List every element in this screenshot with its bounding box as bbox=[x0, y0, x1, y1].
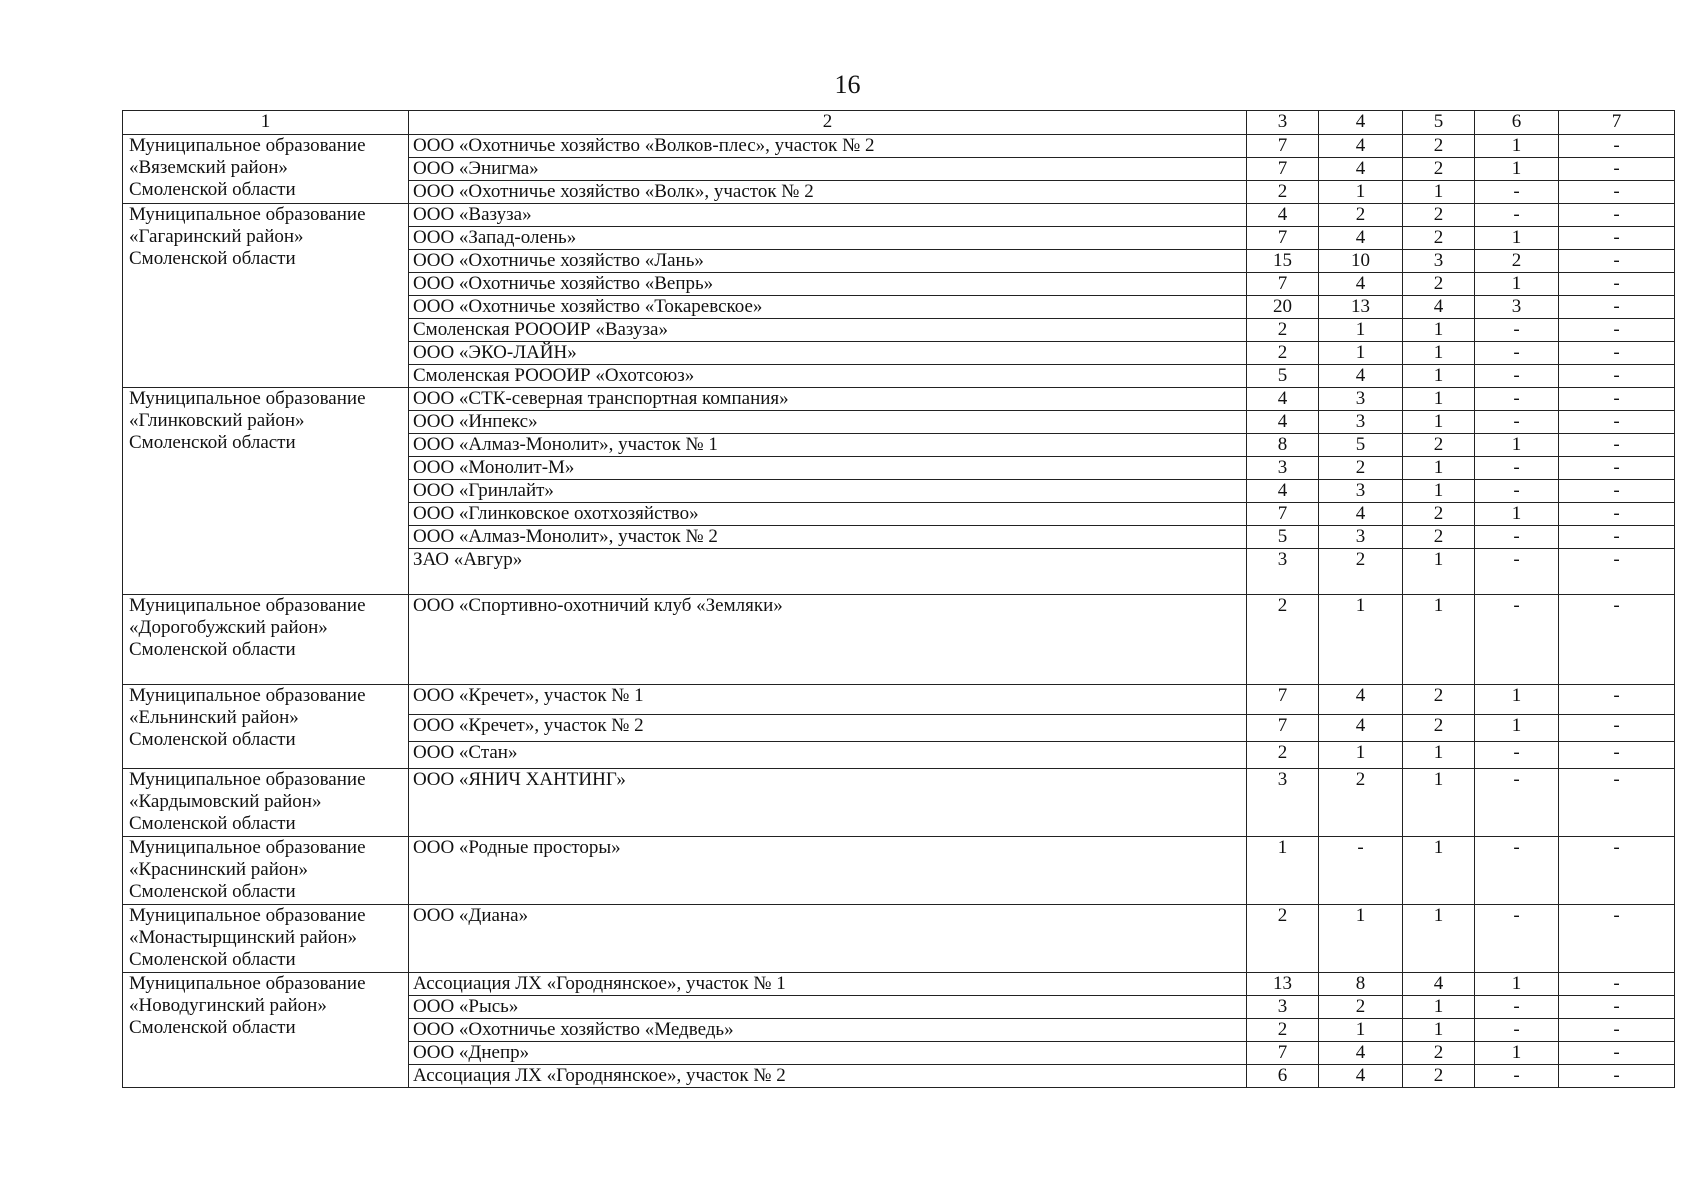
value-col-6: - bbox=[1475, 595, 1559, 685]
value-col-6: - bbox=[1475, 742, 1559, 769]
table-row bbox=[123, 973, 1675, 996]
value-col-7: - bbox=[1559, 595, 1675, 685]
organization-name: ООО «Алмаз-Монолит», участок № 2 bbox=[409, 526, 1247, 549]
municipality-line: «Новодугинский район» bbox=[129, 995, 327, 1016]
municipality-line: «Ельнинский район» bbox=[129, 707, 299, 728]
value-col-4: 1 bbox=[1319, 905, 1403, 973]
organization-name: ООО «Охотничье хозяйство «Лань» bbox=[409, 250, 1247, 273]
value-col-7: - bbox=[1559, 1065, 1675, 1088]
municipality-cell bbox=[123, 905, 409, 973]
value-col-3: 2 bbox=[1247, 1019, 1319, 1042]
value-col-5: 1 bbox=[1403, 480, 1475, 503]
table-row bbox=[123, 595, 1675, 685]
value-col-6: 1 bbox=[1475, 685, 1559, 715]
value-col-4: 3 bbox=[1319, 526, 1403, 549]
organization-name: Смоленская РОООИР «Вазуза» bbox=[409, 319, 1247, 342]
value-col-5: 2 bbox=[1403, 715, 1475, 742]
municipality-line: «Кардымовский район» bbox=[129, 791, 322, 812]
value-col-6: - bbox=[1475, 526, 1559, 549]
value-col-5: 2 bbox=[1403, 273, 1475, 296]
value-col-7: - bbox=[1559, 342, 1675, 365]
value-col-6: 1 bbox=[1475, 715, 1559, 742]
value-col-3: 3 bbox=[1247, 769, 1319, 837]
value-col-3: 4 bbox=[1247, 204, 1319, 227]
value-col-5: 1 bbox=[1403, 742, 1475, 769]
value-col-3: 13 bbox=[1247, 973, 1319, 996]
value-col-4: 4 bbox=[1319, 158, 1403, 181]
value-col-3: 7 bbox=[1247, 503, 1319, 526]
municipality-line: Муниципальное образование bbox=[129, 204, 366, 225]
value-col-6: 1 bbox=[1475, 158, 1559, 181]
value-col-4: 4 bbox=[1319, 365, 1403, 388]
table-row bbox=[123, 769, 1675, 837]
organization-name: Ассоциация ЛХ «Городнянское», участок № 1 bbox=[409, 973, 1247, 996]
value-col-7: - bbox=[1559, 526, 1675, 549]
organization-name: ООО «Алмаз-Монолит», участок № 1 bbox=[409, 434, 1247, 457]
municipality-cell bbox=[123, 135, 409, 204]
column-number-6: 6 bbox=[1475, 111, 1559, 135]
organization-name: ООО «ЯНИЧ ХАНТИНГ» bbox=[409, 769, 1247, 837]
value-col-3: 2 bbox=[1247, 319, 1319, 342]
column-number-3: 3 bbox=[1247, 111, 1319, 135]
organization-name: Смоленская РОООИР «Охотсоюз» bbox=[409, 365, 1247, 388]
value-col-7: - bbox=[1559, 158, 1675, 181]
value-col-6: 3 bbox=[1475, 296, 1559, 319]
value-col-5: 1 bbox=[1403, 411, 1475, 434]
value-col-5: 2 bbox=[1403, 685, 1475, 715]
organization-name: ООО «Кречет», участок № 2 bbox=[409, 715, 1247, 742]
value-col-5: 3 bbox=[1403, 250, 1475, 273]
value-col-7: - bbox=[1559, 769, 1675, 837]
column-number-2: 2 bbox=[409, 111, 1247, 135]
municipality-line: «Гагаринский район» bbox=[129, 226, 304, 247]
organization-name: ООО «Диана» bbox=[409, 905, 1247, 973]
value-col-3: 20 bbox=[1247, 296, 1319, 319]
table-row bbox=[123, 905, 1675, 973]
column-number-5: 5 bbox=[1403, 111, 1475, 135]
value-col-4: 4 bbox=[1319, 503, 1403, 526]
column-number-4: 4 bbox=[1319, 111, 1403, 135]
value-col-7: - bbox=[1559, 227, 1675, 250]
value-col-5: 1 bbox=[1403, 457, 1475, 480]
value-col-5: 1 bbox=[1403, 769, 1475, 837]
municipality-cell bbox=[123, 837, 409, 905]
value-col-5: 2 bbox=[1403, 434, 1475, 457]
value-col-5: 1 bbox=[1403, 905, 1475, 973]
municipality-cell bbox=[123, 685, 409, 769]
municipality-cell bbox=[123, 204, 409, 388]
municipality-line: Муниципальное образование bbox=[129, 905, 366, 926]
organization-name: ЗАО «Авгур» bbox=[409, 549, 1247, 595]
value-col-7: - bbox=[1559, 549, 1675, 595]
value-col-4: 4 bbox=[1319, 273, 1403, 296]
value-col-6: 2 bbox=[1475, 250, 1559, 273]
value-col-5: 4 bbox=[1403, 973, 1475, 996]
value-col-7: - bbox=[1559, 1019, 1675, 1042]
value-col-6: - bbox=[1475, 388, 1559, 411]
value-col-5: 1 bbox=[1403, 181, 1475, 204]
value-col-5: 1 bbox=[1403, 996, 1475, 1019]
municipality-cell bbox=[123, 388, 409, 595]
value-col-3: 4 bbox=[1247, 388, 1319, 411]
value-col-3: 4 bbox=[1247, 480, 1319, 503]
value-col-4: 2 bbox=[1319, 549, 1403, 595]
value-col-3: 2 bbox=[1247, 742, 1319, 769]
value-col-3: 7 bbox=[1247, 227, 1319, 250]
value-col-5: 1 bbox=[1403, 549, 1475, 595]
value-col-5: 2 bbox=[1403, 158, 1475, 181]
value-col-3: 7 bbox=[1247, 158, 1319, 181]
value-col-3: 2 bbox=[1247, 181, 1319, 204]
value-col-7: - bbox=[1559, 837, 1675, 905]
value-col-4: 4 bbox=[1319, 135, 1403, 158]
value-col-6: - bbox=[1475, 769, 1559, 837]
value-col-3: 4 bbox=[1247, 411, 1319, 434]
value-col-7: - bbox=[1559, 365, 1675, 388]
hunting-quota-table bbox=[122, 110, 1675, 1088]
value-col-5: 2 bbox=[1403, 204, 1475, 227]
organization-name: ООО «Охотничье хозяйство «Токаревское» bbox=[409, 296, 1247, 319]
value-col-5: 4 bbox=[1403, 296, 1475, 319]
value-col-4: 4 bbox=[1319, 1042, 1403, 1065]
organization-name: ООО «Вазуза» bbox=[409, 204, 1247, 227]
value-col-7: - bbox=[1559, 273, 1675, 296]
municipality-line: Смоленской области bbox=[129, 179, 296, 200]
value-col-5: 1 bbox=[1403, 342, 1475, 365]
value-col-7: - bbox=[1559, 1042, 1675, 1065]
organization-name: ООО «Днепр» bbox=[409, 1042, 1247, 1065]
value-col-6: - bbox=[1475, 996, 1559, 1019]
municipality-line: «Дорогобужский район» bbox=[129, 617, 328, 638]
value-col-7: - bbox=[1559, 685, 1675, 715]
value-col-5: 2 bbox=[1403, 526, 1475, 549]
value-col-6: 1 bbox=[1475, 1042, 1559, 1065]
value-col-6: - bbox=[1475, 1065, 1559, 1088]
page-number: 16 bbox=[834, 70, 861, 99]
value-col-4: 3 bbox=[1319, 388, 1403, 411]
value-col-5: 1 bbox=[1403, 365, 1475, 388]
value-col-3: 6 bbox=[1247, 1065, 1319, 1088]
value-col-4: 1 bbox=[1319, 595, 1403, 685]
municipality-line: Муниципальное образование bbox=[129, 837, 366, 858]
value-col-6: - bbox=[1475, 905, 1559, 973]
municipality-line: Смоленской области bbox=[129, 813, 296, 834]
value-col-7: - bbox=[1559, 480, 1675, 503]
organization-name: ООО «Инпекс» bbox=[409, 411, 1247, 434]
table-row bbox=[123, 837, 1675, 905]
value-col-3: 2 bbox=[1247, 342, 1319, 365]
value-col-7: - bbox=[1559, 296, 1675, 319]
value-col-4: 3 bbox=[1319, 480, 1403, 503]
value-col-7: - bbox=[1559, 434, 1675, 457]
municipality-line: Смоленской области bbox=[129, 729, 296, 750]
organization-name: ООО «Монолит-М» bbox=[409, 457, 1247, 480]
value-col-3: 3 bbox=[1247, 457, 1319, 480]
value-col-6: 1 bbox=[1475, 135, 1559, 158]
value-col-7: - bbox=[1559, 996, 1675, 1019]
value-col-4: 4 bbox=[1319, 715, 1403, 742]
value-col-6: - bbox=[1475, 365, 1559, 388]
organization-name: ООО «Охотничье хозяйство «Вепрь» bbox=[409, 273, 1247, 296]
value-col-7: - bbox=[1559, 204, 1675, 227]
column-number-7: 7 bbox=[1559, 111, 1675, 135]
value-col-7: - bbox=[1559, 905, 1675, 973]
municipality-line: «Монастырщинский район» bbox=[129, 927, 358, 948]
table-row bbox=[123, 135, 1675, 158]
value-col-3: 7 bbox=[1247, 1042, 1319, 1065]
organization-name: ООО «Энигма» bbox=[409, 158, 1247, 181]
municipality-line: Муниципальное образование bbox=[129, 973, 366, 994]
value-col-6: 1 bbox=[1475, 973, 1559, 996]
value-col-4: 8 bbox=[1319, 973, 1403, 996]
organization-name: ООО «Кречет», участок № 1 bbox=[409, 685, 1247, 715]
municipality-line: Смоленской области bbox=[129, 248, 296, 269]
organization-name: ООО «Запад-олень» bbox=[409, 227, 1247, 250]
value-col-6: 1 bbox=[1475, 227, 1559, 250]
value-col-3: 3 bbox=[1247, 996, 1319, 1019]
value-col-3: 1 bbox=[1247, 837, 1319, 905]
value-col-3: 8 bbox=[1247, 434, 1319, 457]
organization-name: ООО «СТК-северная транспортная компания» bbox=[409, 388, 1247, 411]
municipality-line: Муниципальное образование bbox=[129, 135, 366, 156]
value-col-4: 2 bbox=[1319, 457, 1403, 480]
municipality-line: Муниципальное образование bbox=[129, 388, 366, 409]
value-col-3: 5 bbox=[1247, 526, 1319, 549]
value-col-6: - bbox=[1475, 342, 1559, 365]
value-col-3: 5 bbox=[1247, 365, 1319, 388]
value-col-6: - bbox=[1475, 411, 1559, 434]
table-row bbox=[123, 685, 1675, 715]
municipality-line: Смоленской области bbox=[129, 949, 296, 970]
value-col-4: 4 bbox=[1319, 227, 1403, 250]
value-col-3: 15 bbox=[1247, 250, 1319, 273]
value-col-4: - bbox=[1319, 837, 1403, 905]
column-number-row bbox=[123, 111, 1675, 135]
value-col-5: 2 bbox=[1403, 227, 1475, 250]
municipality-line: Смоленской области bbox=[129, 1017, 296, 1038]
value-col-6: - bbox=[1475, 1019, 1559, 1042]
value-col-6: 1 bbox=[1475, 503, 1559, 526]
column-number-1: 1 bbox=[123, 111, 409, 135]
municipality-line: Муниципальное образование bbox=[129, 769, 366, 790]
municipality-cell bbox=[123, 973, 409, 1088]
municipality-line: «Глинковский район» bbox=[129, 410, 305, 431]
value-col-7: - bbox=[1559, 715, 1675, 742]
value-col-6: 1 bbox=[1475, 273, 1559, 296]
value-col-7: - bbox=[1559, 135, 1675, 158]
municipality-line: Смоленской области bbox=[129, 639, 296, 660]
value-col-4: 1 bbox=[1319, 742, 1403, 769]
organization-name: ООО «Рысь» bbox=[409, 996, 1247, 1019]
value-col-4: 10 bbox=[1319, 250, 1403, 273]
municipality-line: Муниципальное образование bbox=[129, 595, 366, 616]
value-col-6: - bbox=[1475, 480, 1559, 503]
value-col-6: - bbox=[1475, 457, 1559, 480]
value-col-4: 2 bbox=[1319, 996, 1403, 1019]
municipality-cell bbox=[123, 595, 409, 685]
value-col-7: - bbox=[1559, 250, 1675, 273]
organization-name: ООО «Охотничье хозяйство «Волков-плес», участок № 2 bbox=[409, 135, 1247, 158]
value-col-5: 1 bbox=[1403, 388, 1475, 411]
municipality-line: Смоленской области bbox=[129, 881, 296, 902]
value-col-3: 2 bbox=[1247, 595, 1319, 685]
value-col-4: 2 bbox=[1319, 204, 1403, 227]
table-row bbox=[123, 204, 1675, 227]
value-col-4: 4 bbox=[1319, 685, 1403, 715]
organization-name: ООО «Гринлайт» bbox=[409, 480, 1247, 503]
value-col-5: 2 bbox=[1403, 503, 1475, 526]
value-col-6: 1 bbox=[1475, 434, 1559, 457]
value-col-6: - bbox=[1475, 549, 1559, 595]
municipality-cell bbox=[123, 769, 409, 837]
value-col-7: - bbox=[1559, 973, 1675, 996]
municipality-line: Смоленской области bbox=[129, 432, 296, 453]
organization-name: ООО «Спортивно-охотничий клуб «Земляки» bbox=[409, 595, 1247, 685]
value-col-3: 7 bbox=[1247, 685, 1319, 715]
value-col-4: 5 bbox=[1319, 434, 1403, 457]
municipality-line: «Вяземский район» bbox=[129, 157, 288, 178]
municipality-line: Муниципальное образование bbox=[129, 685, 366, 706]
organization-name: ООО «Стан» bbox=[409, 742, 1247, 769]
value-col-5: 1 bbox=[1403, 837, 1475, 905]
organization-name: ООО «ЭКО-ЛАЙН» bbox=[409, 342, 1247, 365]
value-col-6: - bbox=[1475, 181, 1559, 204]
organization-name: ООО «Глинковское охотхозяйство» bbox=[409, 503, 1247, 526]
value-col-3: 7 bbox=[1247, 715, 1319, 742]
value-col-6: - bbox=[1475, 837, 1559, 905]
value-col-4: 1 bbox=[1319, 181, 1403, 204]
value-col-7: - bbox=[1559, 457, 1675, 480]
value-col-4: 1 bbox=[1319, 1019, 1403, 1042]
value-col-7: - bbox=[1559, 319, 1675, 342]
organization-name: ООО «Охотничье хозяйство «Волк», участок № 2 bbox=[409, 181, 1247, 204]
value-col-4: 2 bbox=[1319, 769, 1403, 837]
value-col-5: 2 bbox=[1403, 135, 1475, 158]
value-col-5: 1 bbox=[1403, 595, 1475, 685]
value-col-4: 3 bbox=[1319, 411, 1403, 434]
value-col-6: - bbox=[1475, 204, 1559, 227]
value-col-4: 1 bbox=[1319, 342, 1403, 365]
value-col-6: - bbox=[1475, 319, 1559, 342]
value-col-7: - bbox=[1559, 742, 1675, 769]
value-col-4: 1 bbox=[1319, 319, 1403, 342]
organization-name: ООО «Родные просторы» bbox=[409, 837, 1247, 905]
value-col-7: - bbox=[1559, 388, 1675, 411]
table-body bbox=[123, 111, 1675, 1088]
value-col-7: - bbox=[1559, 181, 1675, 204]
value-col-5: 2 bbox=[1403, 1065, 1475, 1088]
organization-name: Ассоциация ЛХ «Городнянское», участок № 2 bbox=[409, 1065, 1247, 1088]
value-col-7: - bbox=[1559, 503, 1675, 526]
value-col-4: 13 bbox=[1319, 296, 1403, 319]
municipality-line: «Краснинский район» bbox=[129, 859, 309, 880]
value-col-4: 4 bbox=[1319, 1065, 1403, 1088]
organization-name: ООО «Охотничье хозяйство «Медведь» bbox=[409, 1019, 1247, 1042]
value-col-3: 2 bbox=[1247, 905, 1319, 973]
value-col-5: 1 bbox=[1403, 319, 1475, 342]
value-col-3: 3 bbox=[1247, 549, 1319, 595]
value-col-5: 2 bbox=[1403, 1042, 1475, 1065]
value-col-5: 1 bbox=[1403, 1019, 1475, 1042]
table-row bbox=[123, 388, 1675, 411]
value-col-7: - bbox=[1559, 411, 1675, 434]
value-col-3: 7 bbox=[1247, 135, 1319, 158]
value-col-3: 7 bbox=[1247, 273, 1319, 296]
